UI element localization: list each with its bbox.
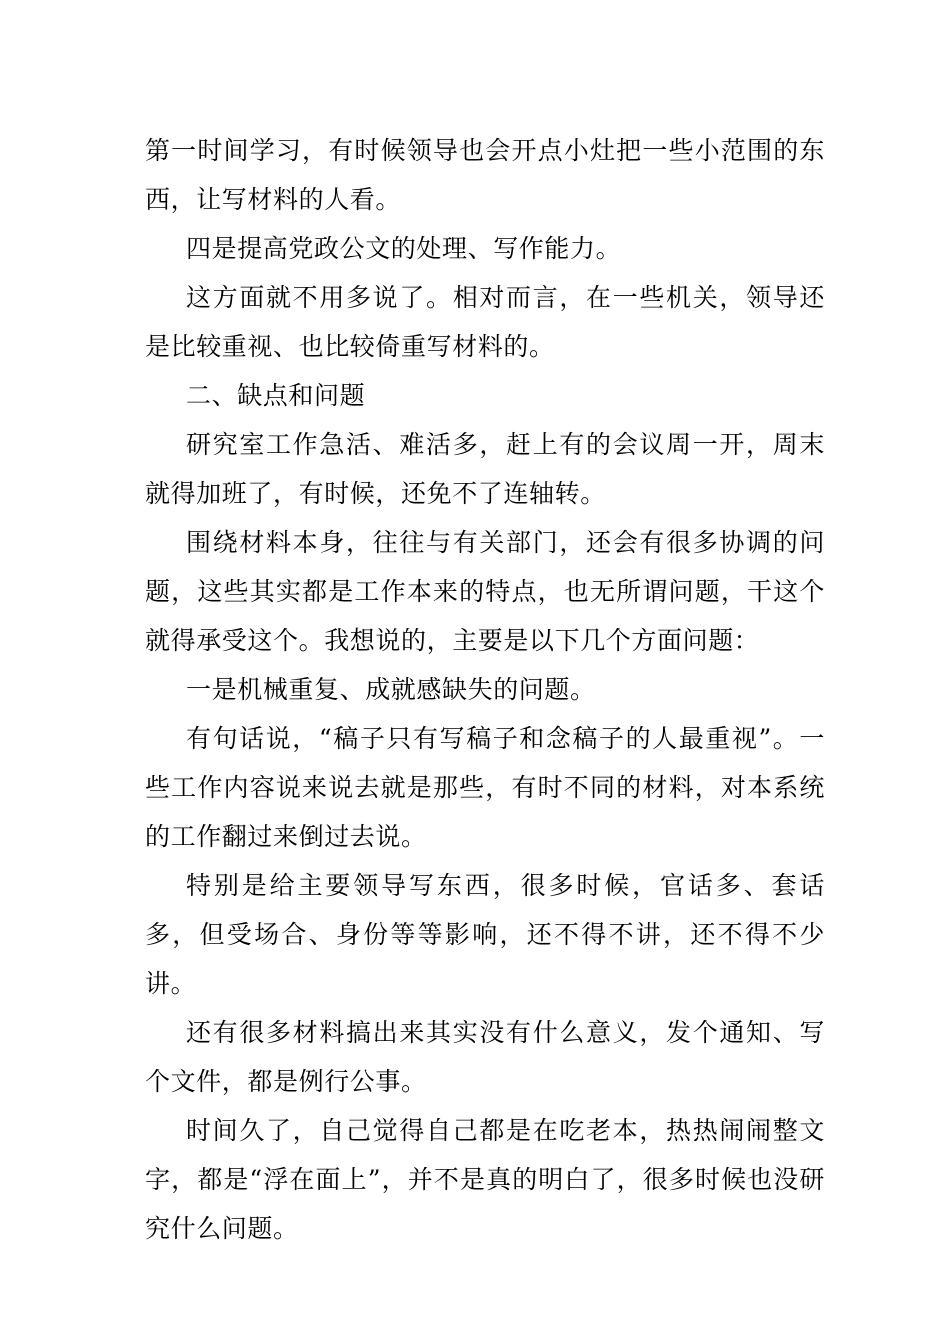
document-body [145, 126, 825, 1253]
paragraph: 还有很多材料搞出来其实没有什么意义，发个通知、写个文件，都是例行公事。 [145, 1018, 825, 1096]
paragraph: 研究室工作急活、难活多，赶上有的会议周一开，周末就得加班了，有时候，还免不了连轴转。 [145, 430, 825, 508]
paragraph: 这方面就不用多说了。相对而言，在一些机关，领导还是比较重视、也比较倚重写材料的。 [145, 283, 825, 361]
paragraph: 围绕材料本身，往往与有关部门，还会有很多协调的问题，这些其实都是工作本来的特点，也无所谓问题，干这个就得承受这个。我想说的，主要是以下几个方面问题： [145, 528, 825, 655]
paragraph: 四是提高党政公文的处理、写作能力。 [186, 234, 622, 263]
paragraph: 有句话说，“稿子只有写稿子和念稿子的人最重视”。一些工作内容说来说去就是那些，有时不同的材料，对本系统的工作翻过来倒过去说。 [145, 724, 825, 851]
paragraph-continued: 第一时间学习，有时候领导也会开点小灶把一些小范围的东西，让写材料的人看。 [145, 136, 825, 214]
section-heading: 二、缺点和问题 [186, 381, 366, 410]
paragraph: 时间久了，自己觉得自己都是在吃老本，热热闹闹整文字，都是“浮在面上”，并不是真的明白了，很多时候也没研究什么问题。 [145, 1116, 825, 1243]
paragraph: 特别是给主要领导写东西，很多时候，官话多、套话多，但受场合、身份等等影响，还不得不讲，还不得不少讲。 [145, 871, 825, 998]
paragraph: 一是机械重复、成就感缺失的问题。 [186, 675, 596, 704]
